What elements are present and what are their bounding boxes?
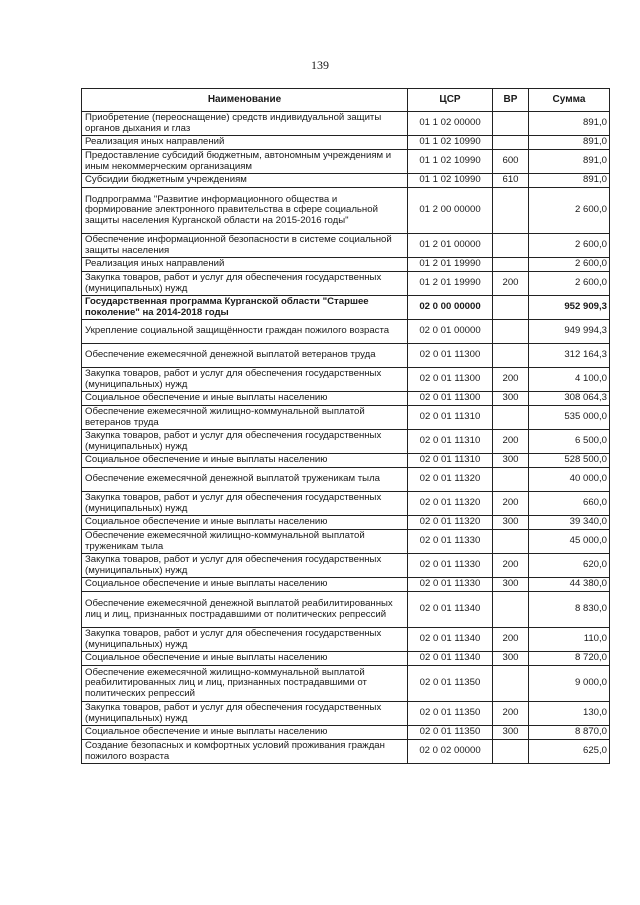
row-sum: 8 870,0: [529, 726, 610, 740]
row-sum: 2 600,0: [529, 272, 610, 296]
row-name: Социальное обеспечение и иные выплаты населению: [82, 392, 408, 406]
row-sum: 660,0: [529, 492, 610, 516]
row-csr: 02 0 01 00000: [408, 320, 493, 344]
row-sum: 620,0: [529, 554, 610, 578]
row-sum: 891,0: [529, 150, 610, 174]
row-name: Реализация иных направлений: [82, 136, 408, 150]
row-sum: 2 600,0: [529, 188, 610, 234]
table-row: [82, 702, 610, 726]
row-csr: 01 1 02 10990: [408, 136, 493, 150]
row-name: Социальное обеспечение и иные выплаты населению: [82, 652, 408, 666]
row-vr: 600: [493, 150, 529, 174]
row-name: Социальное обеспечение и иные выплаты населению: [82, 454, 408, 468]
row-name: Создание безопасных и комфортных условий проживания граждан пожилого возраста: [82, 740, 408, 764]
table-row: [82, 628, 610, 652]
row-name: Подпрограмма "Развитие информационного общества и формирование электронного правительства в сфере социальной защиты населения Курганской области на 2015-2016 годы": [82, 188, 408, 234]
table-row: [82, 112, 610, 136]
row-vr: 300: [493, 578, 529, 592]
row-name: Закупка товаров, работ и услуг для обеспечения государственных (муниципальных) нужд: [82, 430, 408, 454]
row-csr: 02 0 01 11310: [408, 430, 493, 454]
row-vr: [493, 136, 529, 150]
header-name: Наименование: [82, 89, 408, 112]
row-sum: 949 994,3: [529, 320, 610, 344]
row-name: Укрепление социальной защищённости граждан пожилого возраста: [82, 320, 408, 344]
row-vr: [493, 740, 529, 764]
row-name: Закупка товаров, работ и услуг для обеспечения государственных (муниципальных) нужд: [82, 702, 408, 726]
row-vr: [493, 344, 529, 368]
row-name: Приобретение (переоснащение) средств индивидуальной защиты органов дыхания и глаз: [82, 112, 408, 136]
row-name: Обеспечение ежемесячной жилищно-коммунальной выплатой ветеранов труда: [82, 406, 408, 430]
table-row: [82, 592, 610, 628]
row-name: Закупка товаров, работ и услуг для обеспечения государственных (муниципальных) нужд: [82, 368, 408, 392]
row-name: Закупка товаров, работ и услуг для обеспечения государственных (муниципальных) нужд: [82, 554, 408, 578]
row-sum: 891,0: [529, 136, 610, 150]
row-csr: 01 1 02 00000: [408, 112, 493, 136]
table-row: [82, 136, 610, 150]
row-sum: 130,0: [529, 702, 610, 726]
row-csr: 01 1 02 10990: [408, 174, 493, 188]
table-row: [82, 554, 610, 578]
row-vr: 610: [493, 174, 529, 188]
row-sum: 2 600,0: [529, 258, 610, 272]
row-csr: 02 0 01 11320: [408, 516, 493, 530]
row-csr: 01 2 00 00000: [408, 188, 493, 234]
row-name: Государственная программа Курганской области "Старшее поколение" на 2014-2018 годы: [82, 296, 408, 320]
row-sum: 535 000,0: [529, 406, 610, 430]
row-csr: 02 0 01 11300: [408, 344, 493, 368]
row-csr: 02 0 01 11340: [408, 628, 493, 652]
row-vr: 300: [493, 726, 529, 740]
budget-table: [81, 88, 610, 764]
table-row: [82, 320, 610, 344]
row-csr: 02 0 01 11350: [408, 726, 493, 740]
row-vr: [493, 468, 529, 492]
table-row: [82, 234, 610, 258]
table-row: [82, 454, 610, 468]
row-vr: [493, 530, 529, 554]
row-csr: 01 2 01 00000: [408, 234, 493, 258]
row-csr: 02 0 01 11340: [408, 592, 493, 628]
row-csr: 02 0 01 11310: [408, 406, 493, 430]
row-name: Обеспечение ежемесячной жилищно-коммунальной выплатой труженикам тыла: [82, 530, 408, 554]
row-vr: 200: [493, 628, 529, 652]
row-vr: 300: [493, 652, 529, 666]
row-name: Субсидии бюджетным учреждениям: [82, 174, 408, 188]
table-row: [82, 516, 610, 530]
row-csr: 02 0 02 00000: [408, 740, 493, 764]
row-vr: 200: [493, 554, 529, 578]
row-vr: 200: [493, 430, 529, 454]
row-csr: 02 0 01 11350: [408, 702, 493, 726]
table-row: [82, 652, 610, 666]
row-name: Предоставление субсидий бюджетным, автономным учреждениям и иным некоммерческим организациям: [82, 150, 408, 174]
row-name: Социальное обеспечение и иные выплаты населению: [82, 726, 408, 740]
row-vr: [493, 234, 529, 258]
row-vr: [493, 296, 529, 320]
row-csr: 02 0 01 11330: [408, 578, 493, 592]
table-row: [82, 258, 610, 272]
row-vr: [493, 258, 529, 272]
row-sum: 39 340,0: [529, 516, 610, 530]
row-vr: [493, 592, 529, 628]
row-csr: 02 0 01 11300: [408, 368, 493, 392]
row-sum: 4 100,0: [529, 368, 610, 392]
row-sum: 625,0: [529, 740, 610, 764]
row-csr: 01 2 01 19990: [408, 258, 493, 272]
row-name: Социальное обеспечение и иные выплаты населению: [82, 578, 408, 592]
row-sum: 8 830,0: [529, 592, 610, 628]
table-row: [82, 174, 610, 188]
row-csr: 02 0 01 11340: [408, 652, 493, 666]
row-vr: 200: [493, 702, 529, 726]
row-csr: 02 0 01 11320: [408, 468, 493, 492]
table-row: [82, 578, 610, 592]
table-row: [82, 726, 610, 740]
row-sum: 6 500,0: [529, 430, 610, 454]
row-vr: 300: [493, 516, 529, 530]
row-name: Закупка товаров, работ и услуг для обеспечения государственных (муниципальных) нужд: [82, 492, 408, 516]
row-csr: 02 0 01 11310: [408, 454, 493, 468]
row-vr: [493, 666, 529, 702]
row-csr: 02 0 01 11300: [408, 392, 493, 406]
table-row: [82, 296, 610, 320]
table-row: [82, 740, 610, 764]
row-sum: 952 909,3: [529, 296, 610, 320]
row-name: Социальное обеспечение и иные выплаты населению: [82, 516, 408, 530]
row-name: Закупка товаров, работ и услуг для обеспечения государственных (муниципальных) нужд: [82, 272, 408, 296]
row-csr: 02 0 01 11330: [408, 530, 493, 554]
table-row: [82, 468, 610, 492]
row-vr: [493, 406, 529, 430]
row-vr: 200: [493, 272, 529, 296]
row-name: Обеспечение ежемесячной денежной выплатой ветеранов труда: [82, 344, 408, 368]
row-sum: 528 500,0: [529, 454, 610, 468]
row-name: Обеспечение ежемесячной жилищно-коммунальной выплатой реабилитированных лиц и лиц, признанных пострадавшими от политических репрессий: [82, 666, 408, 702]
row-vr: 300: [493, 454, 529, 468]
row-sum: 312 164,3: [529, 344, 610, 368]
row-sum: 40 000,0: [529, 468, 610, 492]
row-name: Реализация иных направлений: [82, 258, 408, 272]
table-row: [82, 344, 610, 368]
table-header-row: [82, 89, 610, 112]
row-sum: 9 000,0: [529, 666, 610, 702]
row-vr: [493, 112, 529, 136]
row-sum: 891,0: [529, 112, 610, 136]
row-sum: 45 000,0: [529, 530, 610, 554]
row-csr: 01 1 02 10990: [408, 150, 493, 174]
table-row: [82, 666, 610, 702]
row-name: Обеспечение информационной безопасности в системе социальной защиты населения: [82, 234, 408, 258]
row-vr: [493, 320, 529, 344]
table-row: [82, 406, 610, 430]
row-sum: 44 380,0: [529, 578, 610, 592]
row-sum: 2 600,0: [529, 234, 610, 258]
row-csr: 02 0 01 11320: [408, 492, 493, 516]
row-name: Обеспечение ежемесячной денежной выплатой труженикам тыла: [82, 468, 408, 492]
row-name: Закупка товаров, работ и услуг для обеспечения государственных (муниципальных) нужд: [82, 628, 408, 652]
table-row: [82, 492, 610, 516]
table-row: [82, 392, 610, 406]
table-row: [82, 150, 610, 174]
table-row: [82, 188, 610, 234]
row-vr: 200: [493, 492, 529, 516]
row-csr: 02 0 01 11330: [408, 554, 493, 578]
row-sum: 308 064,3: [529, 392, 610, 406]
row-sum: 891,0: [529, 174, 610, 188]
table-row: [82, 272, 610, 296]
header-csr: ЦСР: [408, 89, 493, 112]
row-csr: 02 0 00 00000: [408, 296, 493, 320]
row-sum: 110,0: [529, 628, 610, 652]
header-vr: ВР: [493, 89, 529, 112]
page-number: 139: [311, 58, 329, 72]
table-row: [82, 530, 610, 554]
row-csr: 01 2 01 19990: [408, 272, 493, 296]
header-sum: Сумма: [529, 89, 610, 112]
table-row: [82, 368, 610, 392]
row-name: Обеспечение ежемесячной денежной выплатой реабилитированных лиц и лиц, признанных пострадавшими от политических репрессий: [82, 592, 408, 628]
row-vr: [493, 188, 529, 234]
row-vr: 200: [493, 368, 529, 392]
table-row: [82, 430, 610, 454]
row-sum: 8 720,0: [529, 652, 610, 666]
row-csr: 02 0 01 11350: [408, 666, 493, 702]
row-vr: 300: [493, 392, 529, 406]
